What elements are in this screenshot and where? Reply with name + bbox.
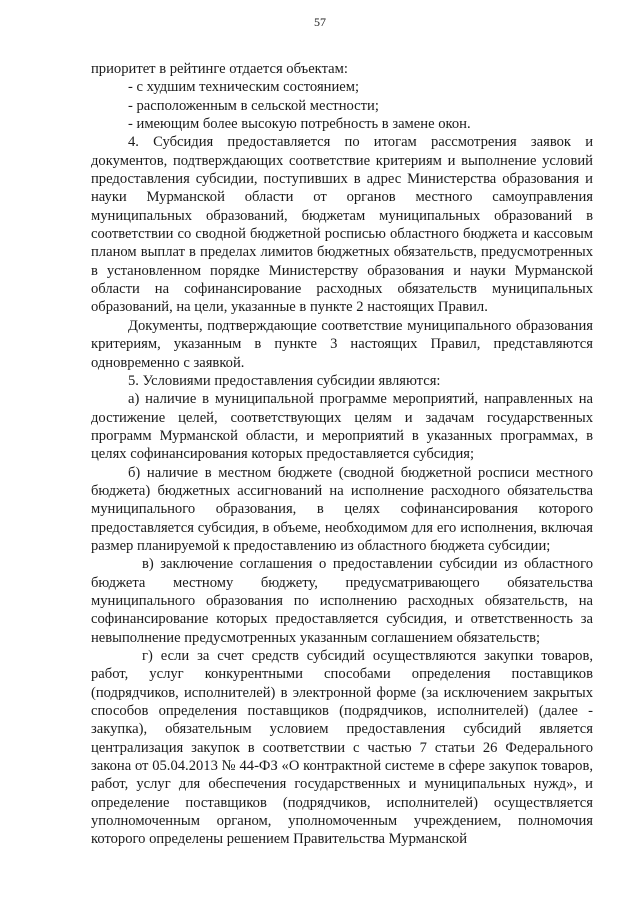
paragraph-condition-a: а) наличие в муниципальной программе мероприятий, направленных на достижение целей, соответствующих целям и задачам государственных программ Мурманской области, и мероприятий в указанных программах, в целях софинансирования которых предоставляется субсидия; [91, 391, 593, 463]
list-item-technical-condition: - с худшим техническим состоянием; [128, 79, 360, 96]
page-number: 57 [314, 15, 326, 29]
paragraph-documents: Документы, подтверждающие соответствие муниципального образования критериям, указанным в пункте 3 настоящих Правил, представляются одновременно с заявкой. [91, 317, 593, 371]
list-item-rural-location: - расположенным в сельской местности; [128, 97, 379, 114]
document-body [91, 60, 593, 849]
paragraph-condition-b: б) наличие в местном бюджете (сводной бюджетной росписи местного бюджета) бюджетных ассигнований на исполнение расходного обязательства муниципального образования, в целях софинансирования которого предоставляется субсидия, в объеме, необходимом для его исполнения, включая размер планируемой к предоставлению из областного бюджета субсидии; [91, 464, 593, 554]
paragraph-clause-4: 4. Субсидия предоставляется по итогам рассмотрения заявок и документов, подтверждающих соответствие критериям и выполнение условий предоставления субсидии, поступивших в адрес Министерства образования и науки Мурманской области от органов местного самоуправления муниципальных образований, бюджетам муниципальных образований в соответствии со сводной бюджетной росписью областного бюджета и кассовым планом выплат в пределах лимитов бюджетных обязательств, предусмотренных в установленном порядке Министерству образования и науки Мурманской области на софинансирование расходных обязательств муниципальных образований, на цели, указанные в пункте 2 настоящих Правил. [91, 134, 593, 316]
paragraph-condition-g: г) если за счет средств субсидий осуществляются закупки товаров, работ, услуг конкурентными способами определения поставщиков (подрядчиков, исполнителей) в электронной форме (за исключением закрытых способов определения поставщиков (подрядчиков, исполнителей) (далее - закупка), обязательным условием предоставления субсидий является централизация закупок в соответствии с частью 7 статьи 26 Федерального закона от 05.04.2013 № 44-ФЗ «О контрактной системе в сфере закупок товаров, работ, услуг для обеспечения государственных и муниципальных нужд», и определение поставщиков (подрядчиков, исполнителей) осуществляется уполномоченным органом, уполномоченным учреждением, полномочия которого определены решением Правительства Мурманской [91, 648, 593, 848]
list-item-window-replacement: - имеющим более высокую потребность в замене окон. [128, 116, 471, 133]
paragraph-clause-5: 5. Условиями предоставления субсидии являются: [128, 372, 441, 389]
paragraph-condition-v: в) заключение соглашения о предоставлении субсидии из областного бюджета местному бюджету, предусматривающего обязательства муниципального образования по исполнению расходных обязательств, на софинансирование которых предоставляется субсидия, и ответственность за невыполнение предусмотренных указанным соглашением обязательств; [91, 556, 593, 646]
paragraph-intro: приоритет в рейтинге отдается объектам: [91, 61, 348, 77]
